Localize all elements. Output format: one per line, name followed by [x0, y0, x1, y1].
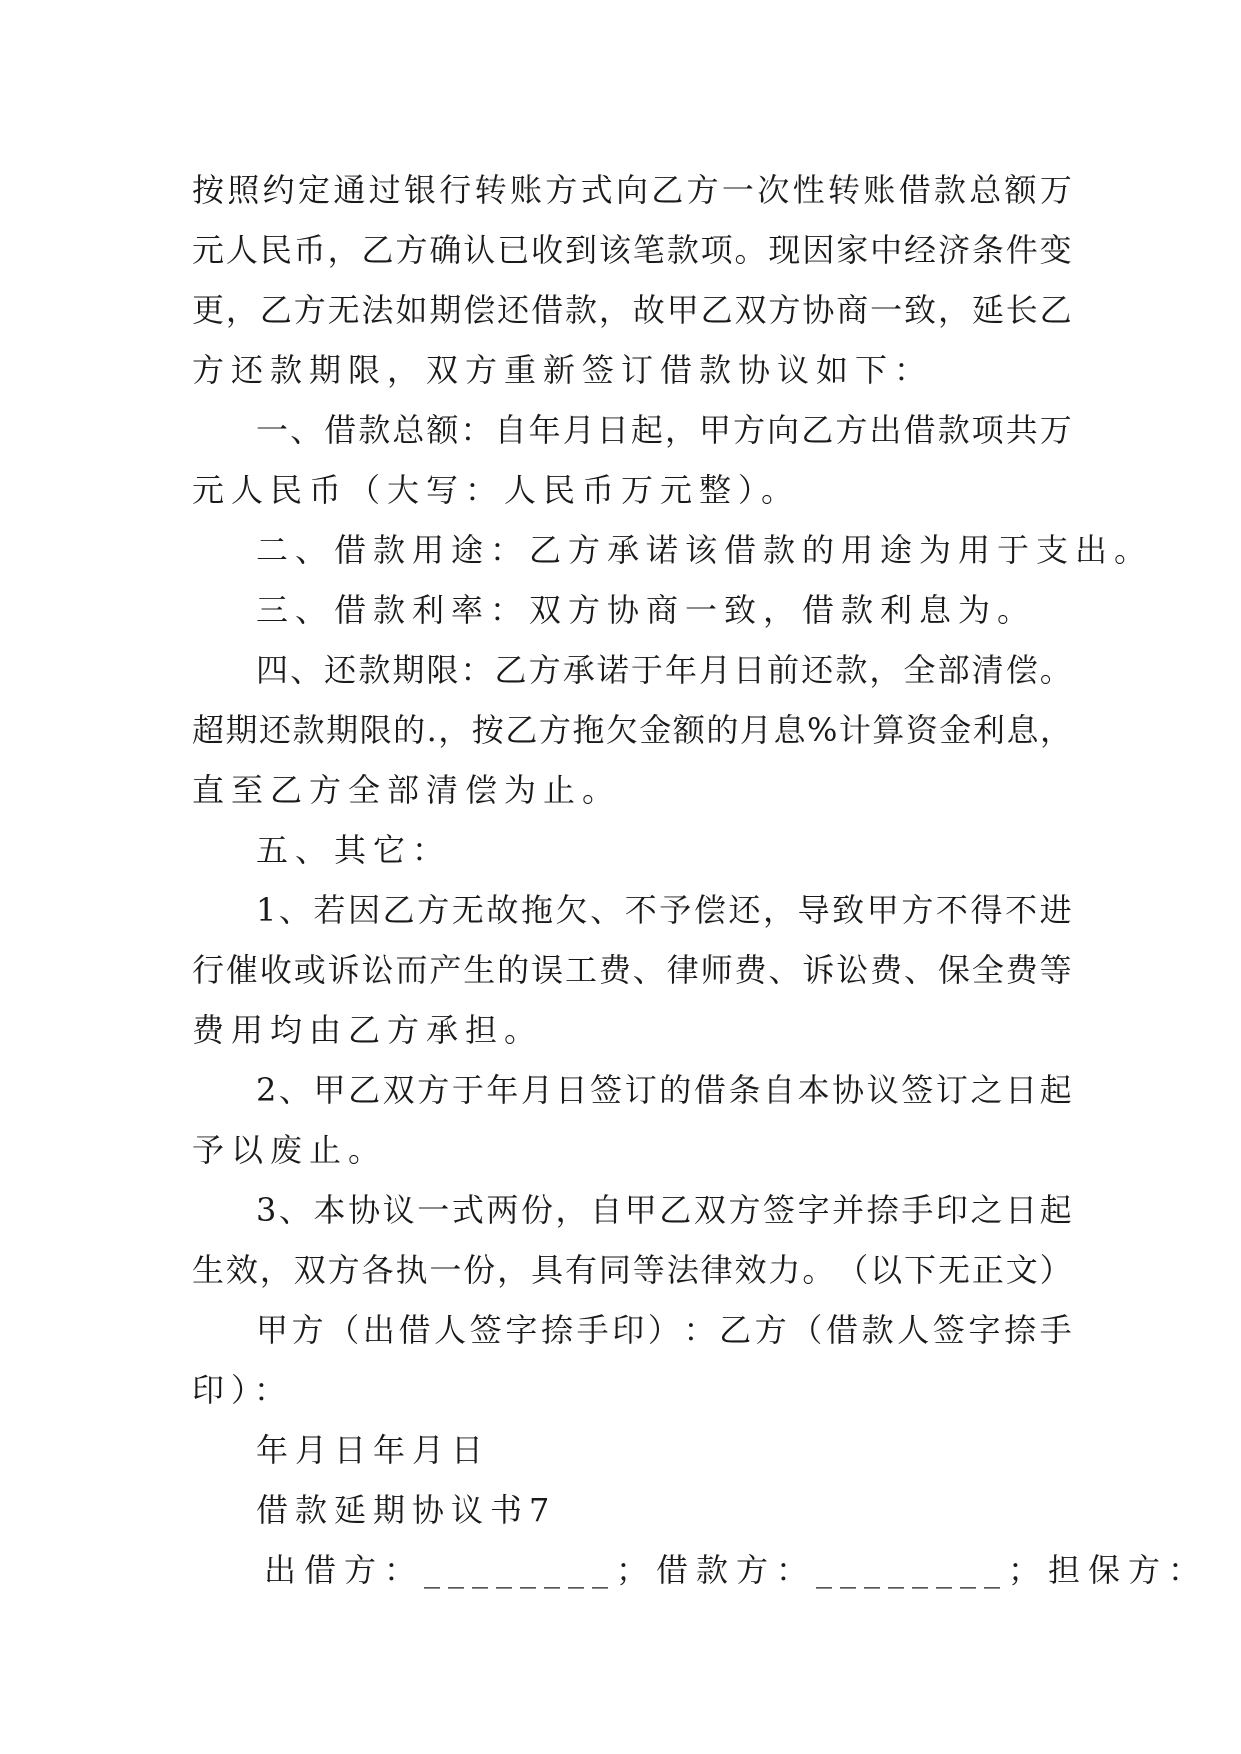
- text-line: 甲 方 （ 出 借 人 签 字 捺 手 印 ） ： 乙 方 （ 借 款 人 签 字 捺 手: [256, 1311, 1072, 1349]
- text-line: 一 、 借 款 总 额 ： 自 年 月 日 起 ， 甲 方 向 乙 方 出 借 款 项 共 万: [256, 411, 1072, 449]
- text-line: 3 、 本 协 议 一 式 两 份 ， 自 甲 乙 双 方 签 字 并 捺 手 印 之 日 起: [256, 1191, 1072, 1229]
- text-line: 生 效 ， 双 方 各 执 一 份 ， 具 有 同 等 法 律 效 力 。 （ 以 下 无 正 文 ）: [192, 1251, 1072, 1289]
- text-line: 直至乙方全部清偿为止。: [192, 771, 622, 809]
- text-line: 予以废止。: [192, 1131, 388, 1169]
- text-line: 四 、 还 款 期 限 ： 乙 方 承 诺 于 年 月 日 前 还 款 ， 全 部 清 偿 。: [256, 651, 1072, 689]
- text-line: 费用均由乙方承担。: [192, 1011, 544, 1049]
- text-line: 三、借款利率：双方协商一致，借款利息为。: [256, 591, 1037, 629]
- text-line: 年月日年月日: [256, 1431, 491, 1469]
- signature-parties-line: 出借方：________；借款方：________；担保方：: [264, 1551, 1209, 1589]
- text-line: 1 、 若 因 乙 方 无 故 拖 欠 、 不 予 偿 还 ， 导 致 甲 方 不 得 不 进: [256, 891, 1072, 929]
- text-line: 五、其它：: [256, 831, 452, 869]
- document-body: [192, 160, 1209, 1600]
- text-line: 超 期 还 款 期 限 的 . ， 按 乙 方 拖 欠 金 额 的 月 息 % 计 算 资 金 利 息 ，: [192, 711, 1072, 749]
- text-line: 更 ， 乙 方 无 法 如 期 偿 还 借 款 ， 故 甲 乙 双 方 协 商 一 致 ， 延 长 乙: [192, 291, 1072, 329]
- text-line: 借款延期协议书7: [256, 1491, 557, 1529]
- text-line: 印）：: [192, 1371, 294, 1409]
- text-line: 按 照 约 定 通 过 银 行 转 账 方 式 向 乙 方 一 次 性 转 账 借 款 总 额 万: [192, 171, 1072, 209]
- text-line: 二、借款用途：乙方承诺该借款的用途为用于支出。: [256, 531, 1154, 569]
- text-line: 元人民币（大写：人民币万元整）。: [192, 471, 801, 509]
- text-line: 方还款期限，双方重新签订借款协议如下：: [192, 351, 934, 389]
- text-line: 2 、 甲 乙 双 方 于 年 月 日 签 订 的 借 条 自 本 协 议 签 订 之 日 起: [256, 1071, 1072, 1109]
- text-line: 元 人 民 币 ， 乙 方 确 认 已 收 到 该 笔 款 项 。 现 因 家 中 经 济 条 件 变: [192, 231, 1072, 269]
- text-line: 行 催 收 或 诉 讼 而 产 生 的 误 工 费 、 律 师 费 、 诉 讼 费 、 保 全 费 等: [192, 951, 1072, 989]
